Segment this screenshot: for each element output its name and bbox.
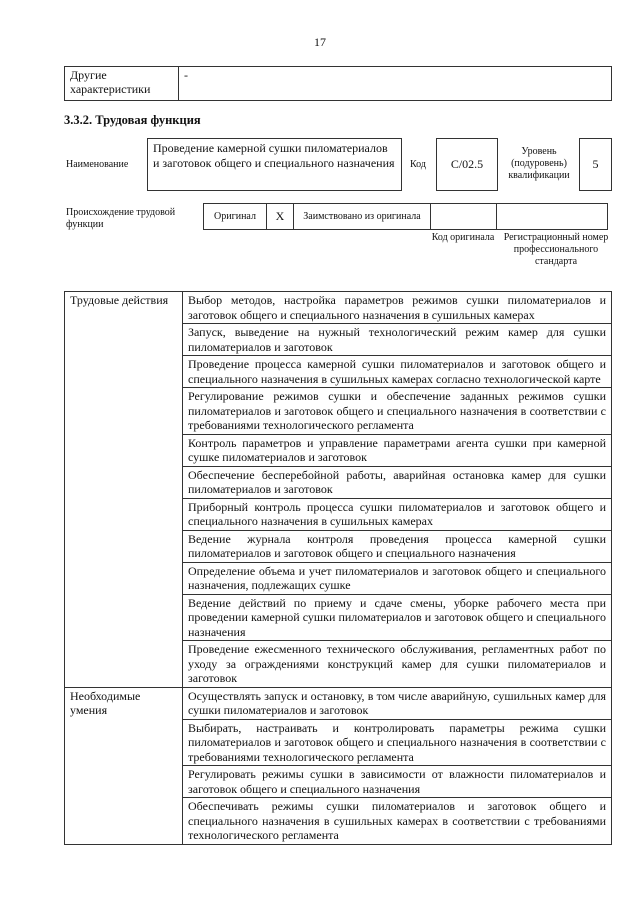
page-number: 17 (314, 35, 326, 49)
table-row (204, 204, 608, 230)
reg-number-cell (497, 204, 608, 230)
section-item: Проведение ежесменного технического обслуживания, регламентных работ по уходу за ограждениями конструкций камер для сушки пиломатериалов и заготовок (183, 641, 612, 688)
section-item: Выбирать, настраивать и контролировать параметры режима сушки пиломатериалов и заготовок общего и специального назначения в соответствии с требованиями технологического регламента (183, 719, 612, 766)
other-characteristics-label: Другие характеристики (65, 67, 179, 101)
section-item: Регулирование режимов сушки и обеспечение заданных режимов сушки пиломатериалов и заготовок общего и специального назначения в соответствии с требованиями технологического регламента (183, 388, 612, 435)
section-item: Обеспечивать режимы сушки пиломатериалов и заготовок общего и специального назначения в сушильных камерах в соответствии с требованиями технологического регламента (183, 798, 612, 845)
function-code: С/02.5 (436, 138, 498, 191)
other-characteristics-table (64, 66, 612, 101)
section-label: Трудовые действия (65, 292, 183, 688)
function-name: Проведение камерной сушки пиломатериалов и заготовок общего и специального назначения (147, 138, 402, 191)
section-item: Ведение действий по приему и сдаче смены, уборке рабочего места при проведении камерной сушки пиломатериалов и заготовок общего и специального назначения (183, 594, 612, 641)
section-item: Приборный контроль процесса сушки пиломатериалов и заготовок общего и специального назначения в сушильных камерах (183, 498, 612, 530)
original-mark: X (267, 204, 294, 230)
table-row (65, 67, 612, 101)
function-details-table (64, 291, 612, 845)
table-row (65, 687, 612, 719)
code-label: Код (410, 159, 426, 170)
origin-label: Происхождение трудовой функции (66, 207, 176, 230)
code-original-label: Код оригинала (431, 232, 495, 243)
section-item: Контроль параметров и управление параметрами агента сушки при камерной сушке пиломатериалов и заготовок (183, 434, 612, 466)
section-item: Определение объема и учет пиломатериалов и заготовок общего и специального назначения, подлежащих сушке (183, 562, 612, 594)
section-item: Регулировать режимы сушки в зависимости от влажности пиломатериалов и заготовок общего и специального назначения (183, 766, 612, 798)
section-item: Запуск, выведение на нужный технологический режим камер для сушки пиломатериалов и заготовок (183, 324, 612, 356)
section-item: Проведение процесса камерной сушки пиломатериалов и заготовок общего и специального назначения в сушильных камерах согласно технологической карте (183, 356, 612, 388)
section-item: Обеспечение бесперебойной работы, аварийная остановка камер для сушки пиломатериалов и заготовок (183, 466, 612, 498)
section-item: Выбор методов, настройка параметров режимов сушки пиломатериалов и заготовок общего и специального назначения в сушильных камерах (183, 292, 612, 324)
name-label: Наименование (66, 159, 129, 170)
code-original-cell (431, 204, 497, 230)
section-item: Ведение журнала контроля проведения процесса камерной сушки пиломатериалов и заготовок общего и специального назначения (183, 530, 612, 562)
other-characteristics-value: - (179, 67, 612, 101)
level-label: Уровень (подуровень) квалификации (508, 146, 570, 181)
section-item: Осуществлять запуск и остановку, в том числе аварийную, сушильных камер для сушки пиломатериалов и заготовок (183, 687, 612, 719)
reg-number-label: Регистрационный номер профессионального стандарта (503, 232, 609, 267)
borrowed-label: Заимствовано из оригинала (294, 204, 431, 230)
original-label: Оригинал (204, 204, 267, 230)
qualification-level: 5 (579, 138, 612, 191)
section-title: 3.3.2. Трудовая функция (64, 113, 201, 127)
section-label: Необходимые умения (65, 687, 183, 844)
function-details-body (65, 292, 612, 845)
table-row (65, 292, 612, 324)
origin-table (203, 203, 608, 230)
